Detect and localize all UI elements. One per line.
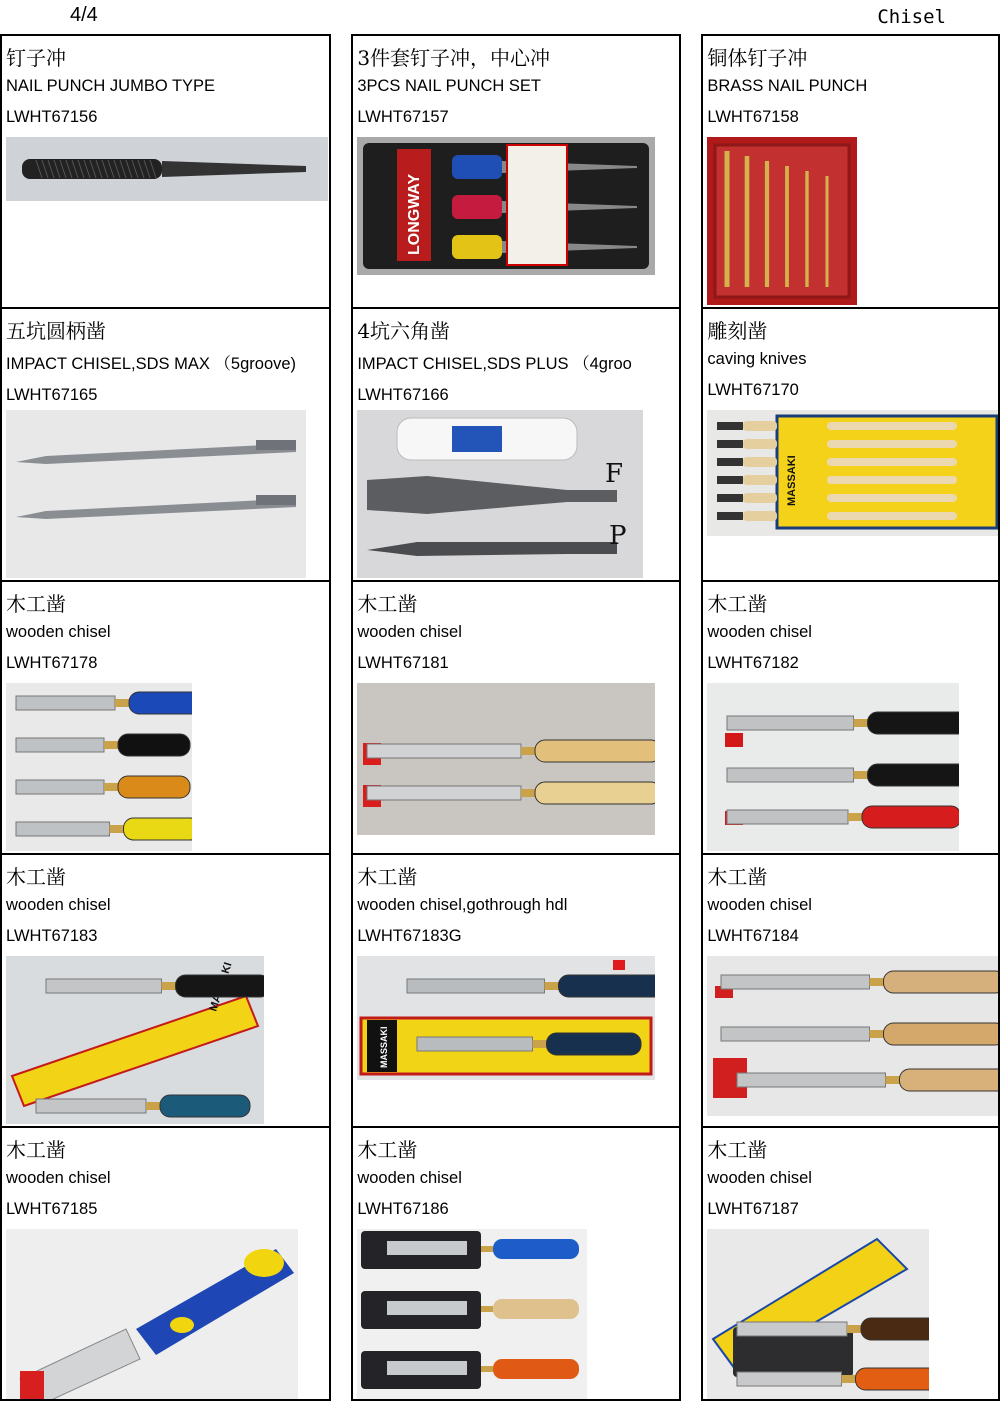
product-code: LWHT67184 bbox=[707, 927, 799, 945]
product-row bbox=[1, 308, 999, 581]
product-cell bbox=[352, 308, 680, 581]
chisel-blade bbox=[367, 744, 521, 758]
product-photo bbox=[6, 137, 328, 201]
brand-logo: MASSAKI bbox=[786, 455, 799, 506]
product-code: LWHT67183G bbox=[357, 927, 462, 945]
product-name-cn: 木工凿 bbox=[6, 1138, 66, 1162]
chisel-handle bbox=[856, 1368, 930, 1390]
chisel-blade bbox=[417, 1037, 533, 1051]
product-name-en: IMPACT CHISEL,SDS PLUS （4groo bbox=[357, 355, 632, 373]
product-name-cn: 铜体钉子冲 bbox=[707, 46, 808, 70]
chisel-handle bbox=[868, 764, 960, 786]
product-cell bbox=[702, 854, 999, 1127]
chisel-handle bbox=[118, 734, 190, 756]
product-cell bbox=[1, 35, 330, 308]
product-name-en: 3PCS NAIL PUNCH SET bbox=[357, 77, 542, 95]
product-cell bbox=[352, 581, 680, 854]
chisel-handle bbox=[176, 975, 265, 997]
product-name-en: caving knives bbox=[707, 350, 807, 368]
product-code: LWHT67166 bbox=[357, 386, 449, 404]
product-cell bbox=[702, 581, 999, 854]
column-gap bbox=[330, 1127, 352, 1400]
chisel-handle bbox=[884, 1023, 998, 1045]
product-name-cn: 五坑圆柄凿 bbox=[6, 319, 106, 343]
brand-logo: MASSAKI bbox=[379, 1026, 390, 1068]
product-cell bbox=[1, 308, 330, 581]
product-photo bbox=[357, 1229, 587, 1399]
product-code: LWHT67178 bbox=[6, 654, 98, 672]
page-number: 4/4 bbox=[70, 4, 98, 26]
chisel-blade bbox=[367, 786, 521, 800]
product-code: LWHT67181 bbox=[357, 654, 449, 672]
punch-handle bbox=[452, 235, 502, 259]
product-name-en: wooden chisel bbox=[6, 1169, 111, 1187]
product-row bbox=[1, 854, 999, 1127]
product-name-cn: 木工凿 bbox=[6, 592, 66, 616]
product-name-en: wooden chisel,gothrough hdl bbox=[357, 896, 568, 914]
product-grid bbox=[0, 34, 1000, 1401]
product-name-en: wooden chisel bbox=[357, 1169, 462, 1187]
carving-knife bbox=[743, 511, 777, 521]
product-cell bbox=[352, 854, 680, 1127]
chisel-blade bbox=[727, 716, 854, 730]
product-code: LWHT67185 bbox=[6, 1200, 98, 1218]
product-name-en: wooden chisel bbox=[707, 1169, 812, 1187]
chisel-handle bbox=[861, 1318, 929, 1340]
product-code: LWHT67158 bbox=[707, 108, 799, 126]
product-name-en: wooden chisel bbox=[357, 623, 462, 641]
product-name-cn: 木工凿 bbox=[357, 592, 418, 616]
product-name-cn: 雕刻凿 bbox=[707, 319, 768, 343]
punch-handle bbox=[452, 195, 502, 219]
product-name-en: IMPACT CHISEL,SDS MAX （5groove) bbox=[6, 355, 297, 373]
chisel-handle bbox=[559, 975, 656, 997]
chisel-handle bbox=[884, 971, 998, 993]
chisel-handle bbox=[124, 818, 193, 840]
chisel-handle bbox=[535, 740, 655, 762]
carving-knife bbox=[743, 439, 777, 449]
product-photo bbox=[6, 1229, 298, 1399]
column-gap bbox=[330, 308, 352, 581]
product-photo bbox=[357, 137, 655, 275]
product-cell bbox=[352, 35, 680, 308]
chisel-blade bbox=[16, 822, 110, 836]
product-name-cn: 木工凿 bbox=[357, 1138, 418, 1162]
product-row bbox=[1, 581, 999, 854]
chisel-blade bbox=[36, 1099, 146, 1113]
product-cell bbox=[702, 1127, 999, 1400]
product-code: LWHT67186 bbox=[357, 1200, 449, 1218]
chisel-blade bbox=[46, 979, 162, 993]
product-name-en: wooden chisel bbox=[6, 896, 111, 914]
product-photo bbox=[6, 956, 264, 1124]
product-cell bbox=[1, 1127, 330, 1400]
product-photo bbox=[6, 410, 306, 578]
product-code: LWHT67187 bbox=[707, 1200, 799, 1218]
product-code: LWHT67157 bbox=[357, 108, 449, 126]
product-name-en: NAIL PUNCH JUMBO TYPE bbox=[6, 77, 216, 95]
product-name-en: BRASS NAIL PUNCH bbox=[707, 77, 868, 95]
catalog-category-title: Chisel bbox=[877, 6, 946, 28]
point-chisel bbox=[367, 542, 617, 556]
chisel-handle bbox=[493, 1359, 579, 1379]
product-cell bbox=[1, 854, 330, 1127]
product-name-en: wooden chisel bbox=[6, 623, 111, 641]
product-photo bbox=[707, 683, 959, 851]
column-gap bbox=[680, 854, 702, 1127]
product-name-en: wooden chisel bbox=[707, 896, 812, 914]
chisel-blade bbox=[16, 780, 104, 794]
blister-card bbox=[777, 416, 997, 528]
flat-label: F bbox=[605, 459, 624, 489]
chisel-handle bbox=[862, 806, 959, 828]
product-code: LWHT67170 bbox=[707, 381, 799, 399]
product-name-cn: 钉子冲 bbox=[6, 46, 66, 70]
product-cell bbox=[352, 1127, 680, 1400]
chisel-handle bbox=[160, 1095, 250, 1117]
column-gap bbox=[330, 581, 352, 854]
carving-knife bbox=[743, 475, 777, 485]
product-name-cn: 木工凿 bbox=[357, 865, 418, 889]
product-photo bbox=[707, 956, 998, 1116]
chisel-blade bbox=[721, 975, 870, 989]
chisel-handle bbox=[118, 776, 190, 798]
chisel-blade bbox=[16, 696, 115, 710]
chisel-blade bbox=[727, 768, 854, 782]
product-row bbox=[1, 35, 999, 308]
chisel-handle bbox=[547, 1033, 642, 1055]
column-gap bbox=[330, 35, 352, 308]
product-code: LWHT67156 bbox=[6, 108, 98, 126]
product-name-cn: 木工凿 bbox=[707, 865, 768, 889]
product-code: LWHT67183 bbox=[6, 927, 98, 945]
product-name-cn: 木工凿 bbox=[707, 592, 768, 616]
chisel-handle bbox=[129, 692, 192, 714]
chisel-blade bbox=[721, 1027, 870, 1041]
column-gap bbox=[680, 581, 702, 854]
chisel-handle bbox=[535, 782, 655, 804]
product-cell bbox=[702, 308, 999, 581]
product-row bbox=[1, 1127, 999, 1400]
tray bbox=[715, 145, 849, 297]
chisel-blade bbox=[727, 810, 848, 824]
column-gap bbox=[680, 308, 702, 581]
product-photo bbox=[707, 137, 857, 305]
product-cell bbox=[1, 581, 330, 854]
product-name-cn: 4坑六角凿 bbox=[357, 319, 451, 343]
column-gap bbox=[680, 35, 702, 308]
product-name-cn: 木工凿 bbox=[6, 865, 66, 889]
brand-logo: LONGWAY bbox=[406, 173, 424, 255]
chisel-handle bbox=[493, 1299, 579, 1319]
product-code: LWHT67182 bbox=[707, 654, 799, 672]
chisel-blade bbox=[737, 1322, 847, 1336]
package-insert bbox=[507, 145, 567, 265]
chisel-handle bbox=[493, 1239, 579, 1259]
product-code: LWHT67165 bbox=[6, 386, 98, 404]
product-cell bbox=[702, 35, 999, 308]
punch-handle bbox=[452, 155, 502, 179]
column-gap bbox=[330, 854, 352, 1127]
chisel-blade bbox=[407, 979, 545, 993]
product-photo bbox=[707, 410, 998, 536]
chisel-blade bbox=[16, 738, 104, 752]
product-photo bbox=[357, 410, 643, 578]
product-name-cn: 3件套钉子冲，中心冲 bbox=[357, 46, 551, 70]
product-name-cn: 木工凿 bbox=[707, 1138, 768, 1162]
chisel-handle bbox=[900, 1069, 998, 1091]
chisel-blade bbox=[737, 1372, 842, 1386]
product-photo bbox=[357, 956, 655, 1080]
carving-knife bbox=[743, 457, 777, 467]
product-name-en: wooden chisel bbox=[707, 623, 812, 641]
product-photo bbox=[707, 1229, 929, 1399]
point-label: P bbox=[609, 521, 627, 551]
product-photo bbox=[6, 683, 192, 851]
carving-knife bbox=[743, 421, 777, 431]
column-gap bbox=[680, 1127, 702, 1400]
carving-knife bbox=[743, 493, 777, 503]
chisel-handle bbox=[868, 712, 960, 734]
product-photo bbox=[357, 683, 655, 835]
chisel-blade bbox=[737, 1073, 886, 1087]
